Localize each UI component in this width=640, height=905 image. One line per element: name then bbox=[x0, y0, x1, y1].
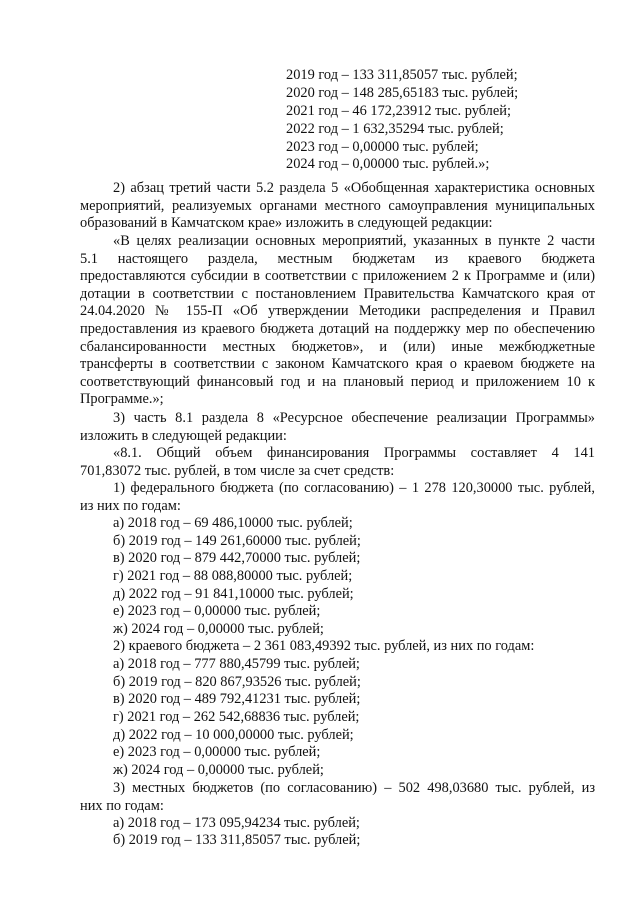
text-line: «8.1. Общий объем финансирования Программы составляет 4 141 bbox=[113, 445, 595, 461]
text-line: «В целях реализации основных мероприятий, указанных в пункте 2 части bbox=[113, 233, 595, 249]
text-line: изложить в следующей редакции: bbox=[80, 427, 287, 444]
paragraph-8-1 bbox=[80, 445, 595, 480]
list-item: д) 2022 год – 10 000,00000 тыс. рублей; bbox=[113, 727, 354, 743]
text-line: образований в Камчатском крае» изложить в следующей редакции: bbox=[80, 215, 493, 232]
paragraph-amendment-3 bbox=[80, 410, 595, 445]
text-line: трансферты в соответствии с законом Камчатского края о краевом бюджете на bbox=[80, 356, 595, 373]
text-line: 24.04.2020 № 155-П «Об утверждении Методики распределения и Правил bbox=[80, 303, 595, 320]
paragraph-amendment-2 bbox=[80, 180, 595, 233]
text-line: из них по годам: bbox=[80, 497, 181, 514]
list-item: е) 2023 год – 0,00000 тыс. рублей; bbox=[113, 744, 321, 760]
text-line: предоставления из краевого бюджета дотаций на поддержку мер по обеспечению bbox=[80, 320, 595, 337]
text-line: 2) абзац третий части 5.2 раздела 5 «Обобщенная характеристика основных bbox=[113, 180, 595, 196]
list-item: 2019 год – 133 311,85057 тыс. рублей; bbox=[286, 67, 518, 83]
list-item: 2022 год – 1 632,35294 тыс. рублей; bbox=[286, 121, 504, 137]
regional-budget-intro: 2) краевого бюджета – 2 361 083,49392 тыс. рублей, из них по годам: bbox=[113, 638, 535, 654]
local-budget-intro bbox=[80, 780, 595, 815]
federal-budget-intro bbox=[80, 480, 595, 515]
list-item: б) 2019 год – 133 311,85057 тыс. рублей; bbox=[113, 832, 361, 848]
list-item: б) 2019 год – 820 867,93526 тыс. рублей; bbox=[113, 674, 361, 690]
list-item: г) 2021 год – 262 542,68836 тыс. рублей; bbox=[113, 709, 360, 725]
list-item: г) 2021 год – 88 088,80000 тыс. рублей; bbox=[113, 568, 353, 584]
text-line: 1) федерального бюджета (по согласованию) – 1 278 120,30000 тыс. рублей, bbox=[113, 480, 595, 496]
text-line: сбалансированности местных бюджетов», и (или) иные межбюджетные bbox=[80, 338, 595, 355]
list-item: в) 2020 год – 879 442,70000 тыс. рублей; bbox=[113, 550, 361, 566]
list-item: д) 2022 год – 91 841,10000 тыс. рублей; bbox=[113, 586, 354, 602]
list-item: 2023 год – 0,00000 тыс. рублей; bbox=[286, 139, 479, 155]
text-line: них по годам: bbox=[80, 797, 164, 814]
list-item: е) 2023 год – 0,00000 тыс. рублей; bbox=[113, 603, 321, 619]
list-item: 2024 год – 0,00000 тыс. рублей.»; bbox=[286, 156, 490, 172]
text-line: 5.1 настоящего раздела, местным бюджетам из краевого бюджета bbox=[80, 250, 595, 267]
text-line: предоставляются субсидии в соответствии с приложением 2 к Программе и (или) bbox=[80, 268, 595, 285]
list-item: б) 2019 год – 149 261,60000 тыс. рублей; bbox=[113, 533, 361, 549]
list-item: 2021 год – 46 172,23912 тыс. рублей; bbox=[286, 103, 511, 119]
text-line: 701,83072 тыс. рублей, в том числе за счет средств: bbox=[80, 462, 395, 479]
quoted-paragraph bbox=[80, 233, 595, 409]
list-item: ж) 2024 год – 0,00000 тыс. рублей; bbox=[113, 621, 324, 637]
list-item: а) 2018 год – 69 486,10000 тыс. рублей; bbox=[113, 515, 353, 531]
text-line: 3) местных бюджетов (по согласованию) – 502 498,03680 тыс. рублей, из bbox=[113, 780, 595, 796]
text-line: 3) часть 8.1 раздела 8 «Ресурсное обеспечение реализации Программы» bbox=[113, 410, 595, 426]
list-item: в) 2020 год – 489 792,41231 тыс. рублей; bbox=[113, 691, 361, 707]
text-line: дотации в соответствии с постановлением Правительства Камчатского края от bbox=[80, 285, 595, 302]
list-item: ж) 2024 год – 0,00000 тыс. рублей; bbox=[113, 762, 324, 778]
text-line: Программе.»; bbox=[80, 391, 164, 408]
list-item: а) 2018 год – 173 095,94234 тыс. рублей; bbox=[113, 815, 360, 831]
list-item: а) 2018 год – 777 880,45799 тыс. рублей; bbox=[113, 656, 360, 672]
list-item: 2020 год – 148 285,65183 тыс. рублей; bbox=[286, 85, 519, 101]
text-line: соответствующий финансовый год и на плановый период и приложением 10 к bbox=[80, 373, 595, 390]
text-line: мероприятий, реализуемых органами местного самоуправления муниципальных bbox=[80, 197, 595, 214]
